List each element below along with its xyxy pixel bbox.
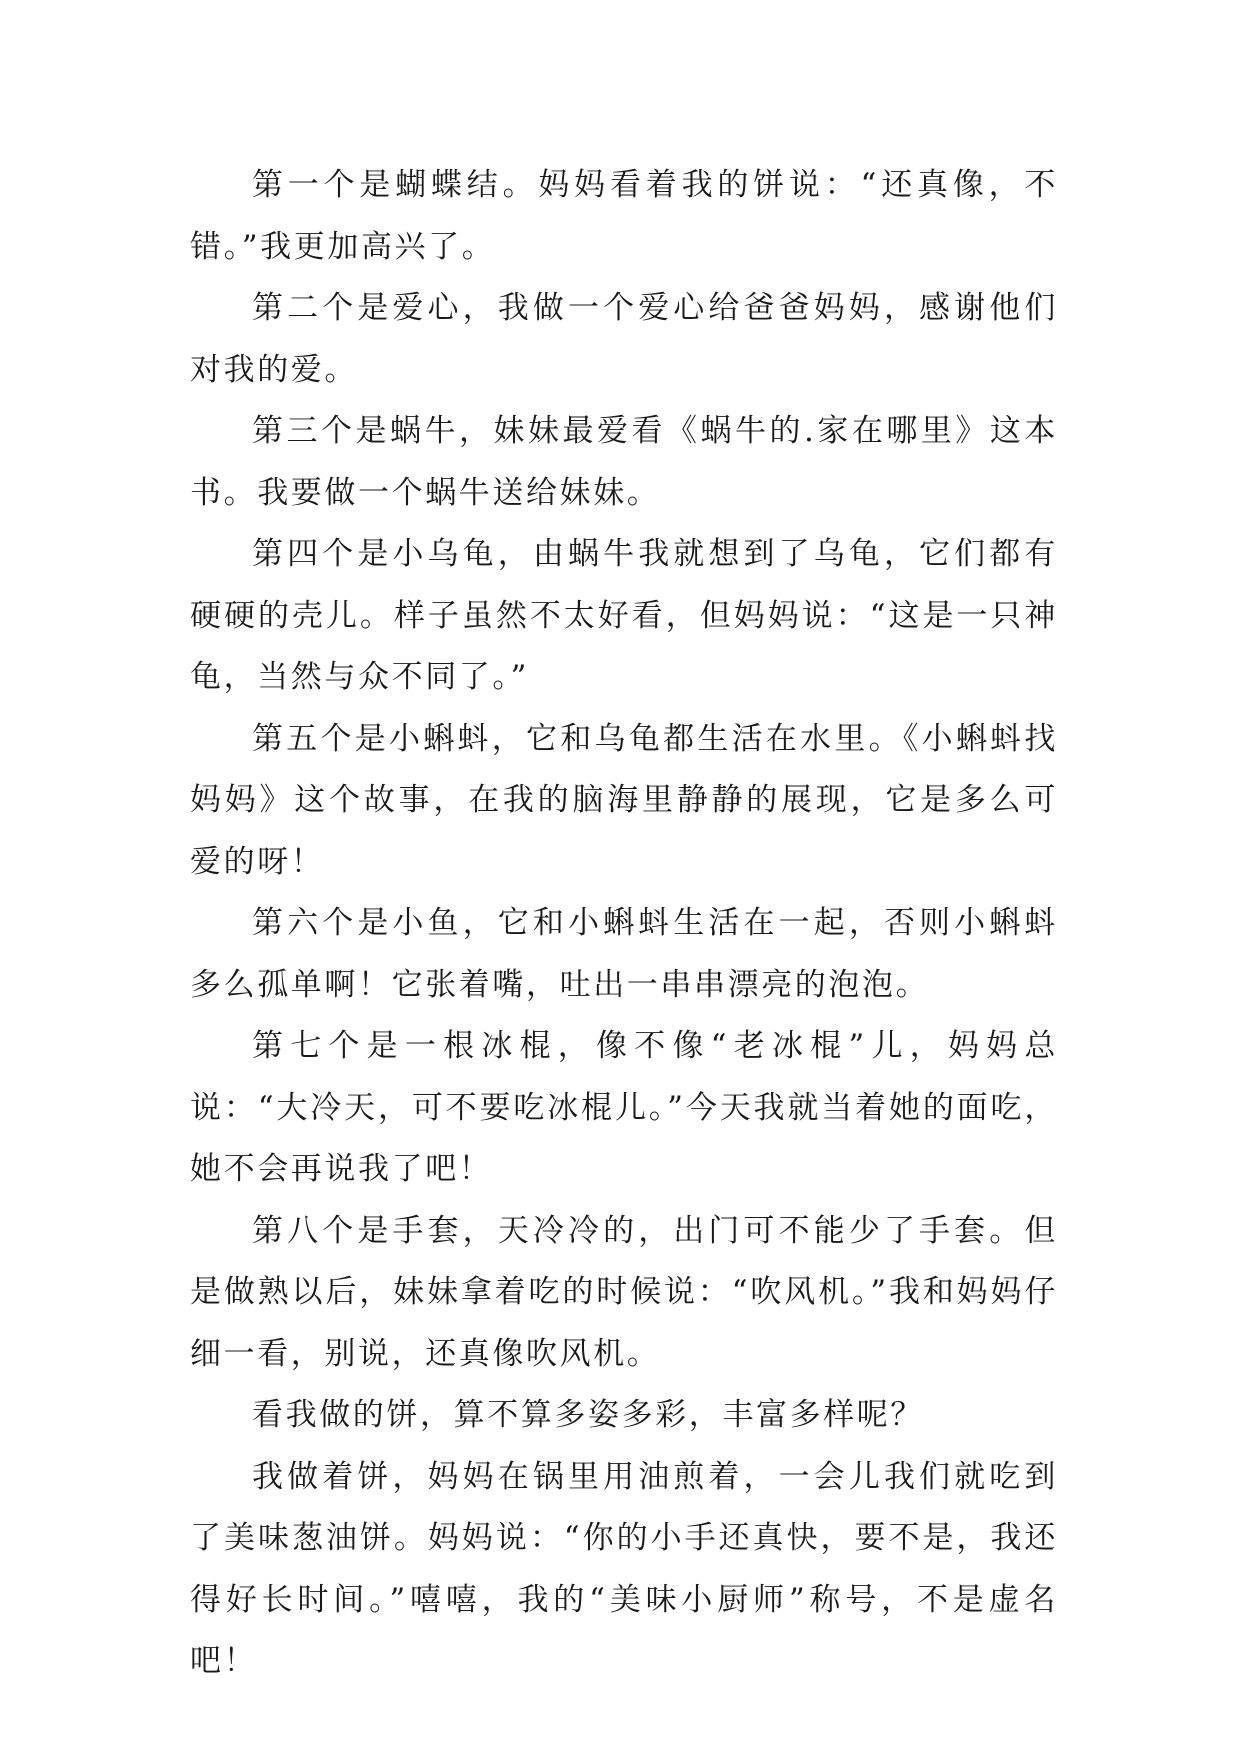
- paragraph-8: 第八个是手套，天冷冷的，出门可不能少了手套。但是做熟以后，妹妹拿着吃的时候说：“吹风机。”我和妈妈仔细一看，别说，还真像吹风机。: [190, 1212, 1058, 1372]
- paragraph-3: 第三个是蜗牛，妹妹最爱看《蜗牛的.家在哪里》这本书。我要做一个蜗牛送给妹妹。: [190, 413, 1058, 511]
- paragraph-7: 第七个是一根冰棍，像不像“老冰棍”儿，妈妈总说：“大冷天，可不要吃冰棍儿。”今天我就当着她的面吃，她不会再说我了吧！: [190, 1028, 1058, 1187]
- paragraph-1: 第一个是蝴蝶结。妈妈看着我的饼说：“还真像，不错。”我更加高兴了。: [190, 167, 1058, 265]
- document-body: [190, 155, 1058, 1693]
- paragraph-5: 第五个是小蝌蚪，它和乌龟都生活在水里。《小蝌蚪找妈妈》这个故事，在我的脑海里静静的展现，它是多么可爱的呀！: [190, 720, 1058, 880]
- paragraph-2: 第二个是爱心，我做一个爱心给爸爸妈妈，感谢他们对我的爱。: [190, 290, 1058, 388]
- paragraph-10: 我做着饼，妈妈在锅里用油煎着，一会儿我们就吃到了美味葱油饼。妈妈说：“你的小手还真快，要不是，我还得好长时间。”嘻嘻，我的“美味小厨师”称号，不是虚名吧！: [190, 1458, 1058, 1679]
- paragraph-6: 第六个是小鱼，它和小蝌蚪生活在一起，否则小蝌蚪多么孤单啊！它张着嘴，吐出一串串漂亮的泡泡。: [190, 905, 1058, 1003]
- paragraph-9: 看我做的饼，算不算多姿多彩，丰富多样呢？: [252, 1397, 924, 1433]
- paragraph-4: 第四个是小乌龟，由蜗牛我就想到了乌龟，它们都有硬硬的壳儿。样子虽然不太好看，但妈妈说：“这是一只神龟，当然与众不同了。”: [190, 536, 1058, 695]
